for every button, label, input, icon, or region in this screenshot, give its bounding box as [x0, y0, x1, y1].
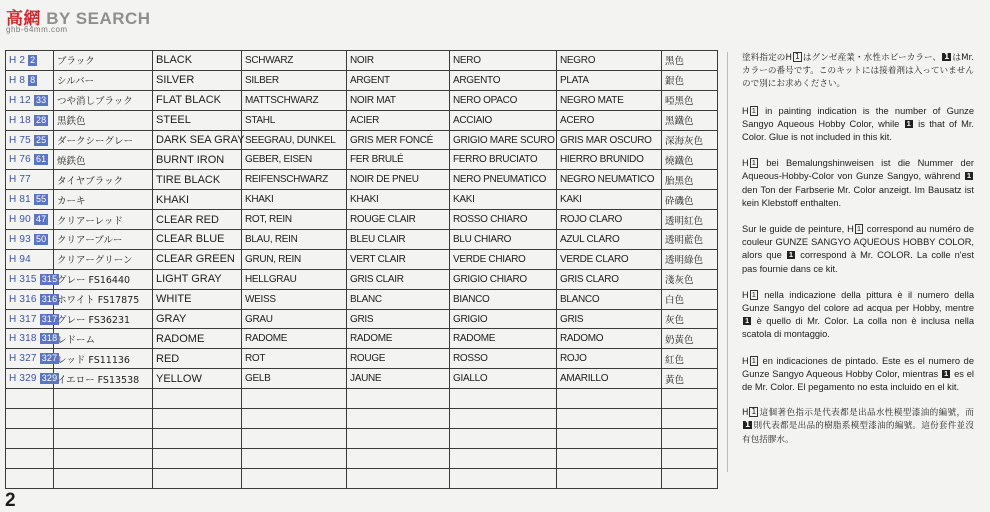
german-name: ROT, REIN — [242, 210, 347, 230]
italian-name: NERO PNEUMATICO — [450, 170, 557, 190]
table-row — [6, 230, 718, 250]
spanish-name: HIERRO BRUNIDO — [557, 150, 662, 170]
german-name: SILBER — [242, 70, 347, 90]
hobby-color-badge: 1 — [751, 158, 756, 168]
mr-color-badge: 1 — [788, 250, 794, 260]
english-name — [153, 468, 242, 488]
watermark-char-1: 高 — [6, 9, 24, 28]
watermark-url: ghb-64mm.com — [6, 25, 68, 34]
hobby-color-badge: 1 — [794, 52, 800, 61]
spanish-name: PLATA — [557, 70, 662, 90]
english-name: CLEAR BLUE — [153, 230, 242, 250]
chinese-name: 透明紅色 — [662, 210, 718, 230]
spanish-name: ACERO — [557, 110, 662, 130]
mr-color-badge: 1 — [944, 52, 950, 61]
german-name: RADOME — [242, 329, 347, 349]
chinese-name — [662, 409, 718, 429]
paint-code-cell — [6, 249, 54, 269]
note-text: 則代表都是出品的樹脂系模型漆油的編號。這份套件並沒有包括膠水。 — [742, 421, 974, 445]
french-name — [347, 389, 450, 409]
english-name: CLEAR GREEN — [153, 249, 242, 269]
paint-code-cell — [6, 210, 54, 230]
japanese-name: グレー FS36231 — [54, 309, 153, 329]
paint-code-cell — [6, 190, 54, 210]
german-name: REIFENSCHWARZ — [242, 170, 347, 190]
japanese-name: クリアーブルー — [54, 230, 153, 250]
note-it — [742, 289, 974, 342]
italian-name: GIALLO — [450, 369, 557, 389]
japanese-name — [54, 448, 153, 468]
hobby-color-number: H 93 — [9, 233, 31, 245]
german-name: SCHWARZ — [242, 51, 347, 71]
chinese-name: 黃色 — [662, 369, 718, 389]
paint-code-cell — [6, 448, 54, 468]
spanish-name — [557, 389, 662, 409]
japanese-name: 黒鉄色 — [54, 110, 153, 130]
german-name — [242, 448, 347, 468]
hobby-color-number: H 76 — [9, 154, 31, 166]
hobby-color-number: H 318 — [9, 333, 37, 345]
hobby-color-number: H 315 — [9, 273, 37, 285]
english-name: FLAT BLACK — [153, 90, 242, 110]
hobby-color-number: H 8 — [9, 74, 26, 86]
german-name: MATTSCHWARZ — [242, 90, 347, 110]
italian-name: VERDE CHIARO — [450, 249, 557, 269]
table-row — [6, 448, 718, 468]
table-row — [6, 90, 718, 110]
paint-code-cell — [6, 289, 58, 309]
table-row — [6, 349, 718, 369]
german-name — [242, 428, 347, 448]
italian-name: KAKI — [450, 190, 557, 210]
english-name: TIRE BLACK — [153, 170, 242, 190]
spanish-name: BLANCO — [557, 289, 662, 309]
hobby-color-number: H 327 — [9, 353, 37, 365]
chinese-name — [662, 389, 718, 409]
note-text: はグンゼ産業・水性ホビーカラー、 — [802, 53, 942, 63]
spanish-name — [557, 428, 662, 448]
note-text: è quello di Mr. Color. La colla non è inclusa nella scatola di montaggio. — [742, 316, 974, 340]
english-name — [153, 409, 242, 429]
mr-color-number: 50 — [35, 233, 47, 244]
hobby-color-number: H 317 — [9, 313, 37, 325]
hobby-color-number: H 81 — [9, 194, 31, 206]
table-row — [6, 309, 718, 329]
french-name: JAUNE — [347, 369, 450, 389]
french-name: ACIER — [347, 110, 450, 130]
mr-color-number: 317 — [41, 313, 58, 324]
mr-color-number: 25 — [35, 134, 47, 145]
japanese-name: つや消しブラック — [54, 90, 153, 110]
note-text: nella indicazione della pittura è il numero della Gunze Sangyo del colore ad acqua per Hobby, mentre — [742, 289, 974, 314]
mr-color-number: 33 — [35, 94, 47, 105]
french-name: GRIS MER FONCÉ — [347, 130, 450, 150]
italian-name: NERO — [450, 51, 557, 71]
mr-color-badge: 1 — [745, 420, 751, 430]
italian-name: BLU CHIARO — [450, 230, 557, 250]
paint-code-cell — [6, 309, 58, 329]
note-zh — [742, 407, 974, 447]
hobby-color-number: H 75 — [9, 134, 31, 146]
english-name — [153, 428, 242, 448]
italian-name: FERRO BRUCIATO — [450, 150, 557, 170]
italian-name: NERO OPACO — [450, 90, 557, 110]
mr-color-number: 329 — [41, 373, 58, 384]
french-name: RADOME — [347, 329, 450, 349]
italian-name: GRIGIO MARE SCURO — [450, 130, 557, 150]
note-text: はMr.カラーの番号です。このキットには接着剤は入っていませんので別にお求めください。 — [742, 53, 974, 90]
italian-name: ROSSO — [450, 349, 557, 369]
note-de — [742, 157, 974, 210]
paint-code-cell — [6, 468, 54, 488]
watermark-char-2: 網 — [23, 9, 41, 28]
german-name: SEEGRAU, DUNKEL — [242, 130, 347, 150]
paint-code-cell — [6, 51, 54, 71]
spanish-name — [557, 409, 662, 429]
italian-name: GRIGIO — [450, 309, 557, 329]
spanish-name: NEGRO — [557, 51, 662, 71]
hobby-color-number: H 94 — [9, 253, 31, 265]
mr-color-number: 2 — [30, 54, 36, 65]
french-name: BLANC — [347, 289, 450, 309]
german-name: GEBER, EISEN — [242, 150, 347, 170]
french-name: FER BRULÉ — [347, 150, 450, 170]
japanese-name: タイヤブラック — [54, 170, 153, 190]
english-name: WHITE — [153, 289, 242, 309]
spanish-name: GRIS — [557, 309, 662, 329]
italian-name: BIANCO — [450, 289, 557, 309]
table-row — [6, 130, 718, 150]
table-row — [6, 70, 718, 90]
table-row — [6, 170, 718, 190]
spanish-name: RADOMO — [557, 329, 662, 349]
spanish-name: ROJO — [557, 349, 662, 369]
hobby-color-number: H 2 — [9, 54, 26, 66]
german-name — [242, 468, 347, 488]
table-row — [6, 289, 718, 309]
japanese-name: クリアーグリーン — [54, 249, 153, 269]
chinese-name: 深海灰色 — [662, 130, 718, 150]
spanish-name: NEGRO MATE — [557, 90, 662, 110]
german-name: BLAU, REIN — [242, 230, 347, 250]
english-name: LIGHT GRAY — [153, 269, 242, 289]
japanese-name: レッド FS11136 — [54, 349, 153, 369]
note-text: 這個著色指示是代表都是出品水性模型漆油的編號，而 — [759, 408, 974, 419]
japanese-name: クリアーレッド — [54, 210, 153, 230]
japanese-name — [54, 389, 153, 409]
table-row — [6, 110, 718, 130]
italian-name: ARGENTO — [450, 70, 557, 90]
japanese-name: グレー FS16440 — [54, 269, 153, 289]
paint-code-cell — [6, 409, 54, 429]
spanish-name: GRIS CLARO — [557, 269, 662, 289]
chinese-name — [662, 468, 718, 488]
paint-code-cell — [6, 130, 54, 150]
mr-color-number: 28 — [35, 114, 47, 125]
chinese-name: 透明藍色 — [662, 230, 718, 250]
note-es — [742, 355, 974, 395]
note-text: H — [742, 105, 749, 116]
spanish-name: AMARILLO — [557, 369, 662, 389]
japanese-name: イエロー FS13538 — [54, 369, 153, 389]
japanese-name: カーキ — [54, 190, 153, 210]
table-row — [6, 190, 718, 210]
hobby-color-badge: 1 — [751, 105, 756, 115]
italian-name — [450, 409, 557, 429]
chinese-name: 奶黃色 — [662, 329, 718, 349]
french-name — [347, 468, 450, 488]
note-text: H — [742, 355, 749, 366]
watermark-text: BY SEARCH — [46, 9, 151, 28]
french-name: NOIR MAT — [347, 90, 450, 110]
table-row — [6, 389, 718, 409]
note-text: 塗料指定のH — [742, 53, 792, 63]
note-jp — [742, 52, 974, 92]
hobby-color-number: H 316 — [9, 293, 37, 305]
note-text: en indicaciones de pintado. Este es el numero de Gunze Sangyo Aqueous Hobby Color, mientras — [742, 355, 974, 379]
chinese-name: 灰色 — [662, 309, 718, 329]
german-name — [242, 389, 347, 409]
hobby-color-badge: 1 — [751, 355, 756, 365]
note-text: correspond à Mr. COLOR. La colle n'est pas fournie dans ce kit. — [742, 250, 974, 274]
french-name — [347, 409, 450, 429]
mr-color-badge: 1 — [906, 118, 911, 128]
french-name: NOIR — [347, 51, 450, 71]
italian-name — [450, 448, 557, 468]
column-divider — [727, 52, 728, 472]
hobby-color-number: H 77 — [9, 174, 31, 186]
note-text: Sur le guide de peinture, H — [742, 224, 854, 235]
paint-notes — [742, 52, 974, 460]
chinese-name: 砕磯色 — [662, 190, 718, 210]
note-text: is that of Mr. Color. Glue is not included in this kit. — [742, 118, 975, 143]
french-name: GRIS CLAIR — [347, 269, 450, 289]
spanish-name — [557, 468, 662, 488]
hobby-color-number: H 329 — [9, 373, 37, 385]
spanish-name: NEGRO NEUMATICO — [557, 170, 662, 190]
german-name: GRUN, REIN — [242, 249, 347, 269]
japanese-name: ホワイト FS17875 — [54, 289, 153, 309]
paint-code-cell — [6, 389, 54, 409]
paint-code-cell — [6, 369, 58, 389]
german-name: WEISS — [242, 289, 347, 309]
spanish-name — [557, 448, 662, 468]
english-name — [153, 389, 242, 409]
french-name — [347, 448, 450, 468]
japanese-name: 焼鉄色 — [54, 150, 153, 170]
japanese-name: ダークシーグレー — [54, 130, 153, 150]
french-name: ROUGE — [347, 349, 450, 369]
mr-color-badge: 1 — [966, 171, 971, 181]
table-row — [6, 409, 718, 429]
table-row — [6, 249, 718, 269]
paint-code-cell — [6, 90, 54, 110]
mr-color-number: 55 — [35, 194, 47, 205]
note-text: H — [742, 158, 749, 169]
page-number: 2 — [5, 490, 16, 511]
japanese-name: シルバー — [54, 70, 153, 90]
german-name: KHAKI — [242, 190, 347, 210]
table-row — [6, 428, 718, 448]
french-name: NOIR DE PNEU — [347, 170, 450, 190]
paint-code-cell — [6, 349, 58, 369]
paint-code-cell — [6, 70, 54, 90]
chinese-name: 淺灰色 — [662, 269, 718, 289]
mr-color-badge: 1 — [944, 368, 949, 378]
spanish-name: GRIS MAR OSCURO — [557, 130, 662, 150]
german-name: GELB — [242, 369, 347, 389]
italian-name — [450, 389, 557, 409]
paint-code-cell — [6, 170, 54, 190]
table-row — [6, 210, 718, 230]
french-name — [347, 428, 450, 448]
paint-code-cell — [6, 110, 54, 130]
hobby-color-badge: 1 — [751, 289, 756, 299]
english-name: GRAY — [153, 309, 242, 329]
mr-color-number: 8 — [30, 74, 36, 85]
mr-color-badge: 1 — [745, 316, 750, 326]
english-name: SILVER — [153, 70, 242, 90]
french-name: BLEU CLAIR — [347, 230, 450, 250]
french-name: KHAKI — [347, 190, 450, 210]
chinese-name — [662, 448, 718, 468]
french-name: ROUGE CLAIR — [347, 210, 450, 230]
mr-color-number: 315 — [41, 273, 58, 284]
table-row — [6, 150, 718, 170]
chinese-name: 白色 — [662, 289, 718, 309]
german-name — [242, 409, 347, 429]
chinese-name: 銀色 — [662, 70, 718, 90]
chinese-name: 黑色 — [662, 51, 718, 71]
french-name: ARGENT — [347, 70, 450, 90]
table-row — [6, 51, 718, 71]
mr-color-number: 316 — [41, 293, 58, 304]
japanese-name: ブラック — [54, 51, 153, 71]
italian-name: ACCIAIO — [450, 110, 557, 130]
english-name: DARK SEA GRAY — [153, 130, 242, 150]
table-row — [6, 369, 718, 389]
spanish-name: KAKI — [557, 190, 662, 210]
chinese-name: 燒鐵色 — [662, 150, 718, 170]
chinese-name: 透明綠色 — [662, 249, 718, 269]
note-text: H — [742, 289, 749, 300]
english-name: BLACK — [153, 51, 242, 71]
italian-name — [450, 428, 557, 448]
watermark-logo — [6, 4, 151, 34]
paint-color-table — [5, 50, 718, 489]
italian-name: GRIGIO CHIARO — [450, 269, 557, 289]
english-name: YELLOW — [153, 369, 242, 389]
english-name: RADOME — [153, 329, 242, 349]
mr-color-number: 61 — [35, 154, 47, 165]
english-name: RED — [153, 349, 242, 369]
mr-color-number: 327 — [41, 353, 58, 364]
note-fr — [742, 223, 974, 276]
english-name: KHAKI — [153, 190, 242, 210]
spanish-name: VERDE CLARO — [557, 249, 662, 269]
italian-name: RADOME — [450, 329, 557, 349]
mr-color-number: 47 — [35, 214, 47, 225]
note-en — [742, 105, 974, 145]
japanese-name — [54, 468, 153, 488]
note-text: H — [742, 408, 749, 419]
german-name: HELLGRAU — [242, 269, 347, 289]
hobby-color-badge: 1 — [856, 224, 861, 234]
note-text: bei Bemalungshinweisen ist die Nummer der Aqueous-Hobby-Color von Gunze Sangyo, während — [742, 158, 974, 182]
mr-color-number: 318 — [41, 333, 58, 344]
german-name: STAHL — [242, 110, 347, 130]
hobby-color-number: H 12 — [9, 94, 31, 106]
spanish-name: AZUL CLARO — [557, 230, 662, 250]
table-row — [6, 269, 718, 289]
chinese-name — [662, 428, 718, 448]
italian-name: ROSSO CHIARO — [450, 210, 557, 230]
note-text: in painting indication is the number of Gunze Sangyo Aqueous Hobby Color, while — [742, 105, 974, 129]
note-text: es el de Mr. Color. El pegamento no esta incluido en el kit. — [742, 368, 974, 393]
spanish-name: ROJO CLARO — [557, 210, 662, 230]
hobby-color-number: H 18 — [9, 114, 31, 126]
note-text: den Ton der Farbserie Mr. Color anzeigt. Im Bausatz ist kein Klebstoff enthalten. — [742, 184, 974, 208]
english-name: CLEAR RED — [153, 210, 242, 230]
paint-code-cell — [6, 428, 54, 448]
english-name — [153, 448, 242, 468]
japanese-name — [54, 428, 153, 448]
table-row — [6, 468, 718, 488]
german-name: GRAU — [242, 309, 347, 329]
japanese-name: レドーム — [54, 329, 153, 349]
french-name: GRIS — [347, 309, 450, 329]
chinese-name: 黑鐵色 — [662, 110, 718, 130]
note-text: correspond au numéro de couleur GUNZE SANGYO AQUEOUS HOBBY COLOR, alors que — [742, 224, 974, 261]
chinese-name: 胎黑色 — [662, 170, 718, 190]
japanese-name — [54, 409, 153, 429]
paint-code-cell — [6, 150, 54, 170]
paint-code-cell — [6, 230, 54, 250]
english-name: BURNT IRON — [153, 150, 242, 170]
german-name: ROT — [242, 349, 347, 369]
paint-code-cell — [6, 329, 58, 349]
chinese-name: 啞黑色 — [662, 90, 718, 110]
french-name: VERT CLAIR — [347, 249, 450, 269]
english-name: STEEL — [153, 110, 242, 130]
table-row — [6, 329, 718, 349]
hobby-color-badge: 1 — [751, 407, 757, 417]
paint-code-cell — [6, 269, 58, 289]
hobby-color-number: H 90 — [9, 214, 31, 226]
italian-name — [450, 468, 557, 488]
chinese-name: 紅色 — [662, 349, 718, 369]
